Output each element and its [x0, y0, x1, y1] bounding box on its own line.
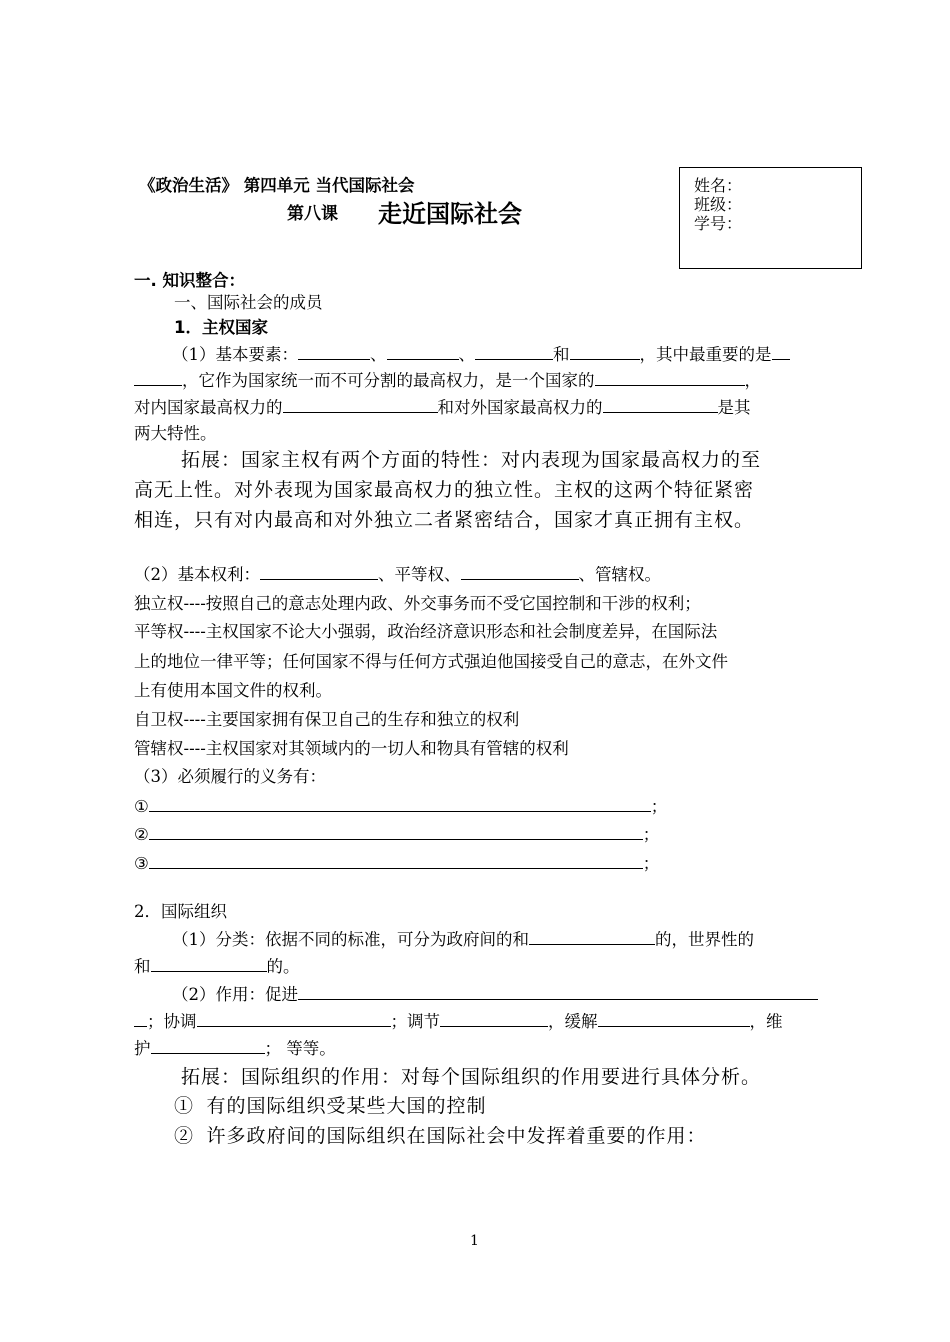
- blank-field[interactable]: [440, 1011, 548, 1027]
- role-line-3: [134, 1035, 336, 1059]
- elements-text: ，其中最重要的是: [639, 345, 772, 364]
- rights-text-2: 、管辖权。: [578, 565, 661, 584]
- right-self-defense: 自卫权----主要国家拥有保卫自己的生存和独立的权利: [134, 710, 520, 729]
- semicolon: ；: [650, 797, 668, 816]
- lesson-number: 第八课: [287, 204, 338, 224]
- right-equality-cont: 上的地位一律平等；任何国家不得与任何方式强迫他国接受自己的意志，在外文件: [134, 652, 728, 671]
- classification-text: （1）分类：依据不同的标准，可分为政府间的和: [172, 930, 529, 949]
- separator: 、: [458, 345, 475, 364]
- sovereignty-text: ，它作为国家统一而不可分割的最高权力，是一个国家的: [182, 371, 595, 390]
- classification-text-2: 的，世界性的: [655, 930, 754, 949]
- circled-number: ①: [134, 797, 149, 816]
- lesson-title: 走近国际社会: [378, 200, 522, 228]
- rights-line: [134, 561, 661, 585]
- blank-field[interactable]: [149, 824, 643, 840]
- classification-line: [172, 926, 754, 950]
- characteristics-text-2: 和对外国家最高权力的: [437, 398, 603, 417]
- item-sovereign-state: 1．主权国家: [174, 318, 268, 337]
- etc-text: ； 等等。: [264, 1039, 336, 1058]
- extension-text: 高无上性。对外表现为国家最高权力的独立性。主权的这两个特征紧密: [134, 479, 755, 501]
- blank-field[interactable]: [603, 397, 718, 413]
- semicolon: ；: [642, 825, 660, 844]
- unit-heading: 《政治生活》 第四单元 当代国际社会: [139, 176, 415, 195]
- blank-field[interactable]: [149, 796, 651, 812]
- ease-text: ，缓解: [548, 1012, 598, 1031]
- blank-field[interactable]: [151, 956, 267, 972]
- right-equality-end: 上有使用本国文件的权利。: [134, 681, 332, 700]
- classification-line-2: [134, 953, 300, 977]
- extension-item: ② 许多政府间的国际组织在国际社会中发挥着重要的作用：: [174, 1125, 707, 1147]
- sovereignty-line: [134, 367, 761, 391]
- elements-line: [172, 341, 790, 365]
- circled-number: ②: [134, 825, 149, 844]
- blank-field[interactable]: [260, 564, 378, 580]
- blank-field[interactable]: [595, 370, 745, 386]
- blank-field[interactable]: [298, 344, 370, 360]
- adjust-text: ；调节: [390, 1012, 440, 1031]
- rights-label: （2）基本权利：: [134, 565, 260, 584]
- blank-field[interactable]: [772, 344, 790, 360]
- characteristics-line: [134, 394, 751, 418]
- right-jurisdiction: 管辖权----主权国家对其领域内的一切人和物具有管辖的权利: [134, 739, 569, 758]
- extension-text: 拓展：国家主权有两个方面的特性：对内表现为国家最高权力的至: [181, 449, 762, 471]
- comma: ，: [744, 371, 761, 390]
- obligation-line: [134, 821, 659, 845]
- maintain-text: ，维: [749, 1012, 783, 1031]
- rights-text: 、平等权、: [378, 565, 461, 584]
- extension-text: 拓展：国际组织的作用：对每个国际组织的作用要进行具体分析。: [181, 1066, 762, 1088]
- obligations-heading: （3）必须履行的义务有：: [134, 767, 326, 786]
- coordinate-text: ；协调: [147, 1012, 197, 1031]
- blank-field[interactable]: [149, 853, 643, 869]
- blank-field[interactable]: [570, 344, 640, 360]
- right-independence: 独立权----按照自己的意志处理内政、外交事务而不受它国控制和干涉的权利；: [134, 594, 701, 613]
- blank-field[interactable]: [134, 1011, 147, 1027]
- section-heading: 一. 知识整合：: [134, 271, 246, 290]
- blank-field[interactable]: [151, 1038, 265, 1054]
- blank-field[interactable]: [461, 564, 579, 580]
- maintain-text-2: 护: [134, 1039, 151, 1058]
- elements-label: （1）基本要素：: [172, 345, 298, 364]
- blank-field[interactable]: [598, 1011, 750, 1027]
- classification-end: 的。: [266, 957, 300, 976]
- blank-field[interactable]: [197, 1011, 391, 1027]
- obligation-line: [134, 793, 667, 817]
- blank-field[interactable]: [298, 984, 818, 1000]
- role-line: [172, 981, 818, 1005]
- blank-field[interactable]: [475, 344, 553, 360]
- role-label: （2）作用：促进: [172, 985, 298, 1004]
- separator: 、: [370, 345, 387, 364]
- right-equality: 平等权----主权国家不论大小强弱，政治经济意识形态和社会制度差异，在国际法: [134, 622, 718, 641]
- semicolon: ；: [642, 854, 660, 873]
- class-label: 班级：: [694, 195, 743, 214]
- obligation-line: [134, 850, 659, 874]
- extension-text: 相连，只有对内最高和对外独立二者紧密结合，国家才真正拥有主权。: [134, 509, 755, 531]
- subsection-heading: 一、国际社会的成员: [174, 293, 323, 312]
- circled-number: ③: [134, 854, 149, 873]
- extension-item: ① 有的国际组织受某些大国的控制: [174, 1095, 487, 1117]
- characteristics-end: 两大特性。: [134, 424, 217, 443]
- item-international-org: 2．国际组织: [134, 902, 227, 921]
- name-label: 姓名：: [694, 176, 743, 195]
- and-word: 和: [553, 345, 570, 364]
- characteristics-text: 对内国家最高权力的: [134, 398, 283, 417]
- characteristics-text-3: 是其: [717, 398, 751, 417]
- student-number-label: 学号：: [694, 214, 743, 233]
- blank-field[interactable]: [387, 344, 459, 360]
- student-info-box: [679, 167, 862, 269]
- role-line-2: [134, 1008, 783, 1032]
- page-number: 1: [470, 1233, 479, 1249]
- blank-field[interactable]: [283, 397, 438, 413]
- blank-field[interactable]: [134, 370, 182, 386]
- and-word: 和: [134, 957, 151, 976]
- blank-field[interactable]: [529, 929, 655, 945]
